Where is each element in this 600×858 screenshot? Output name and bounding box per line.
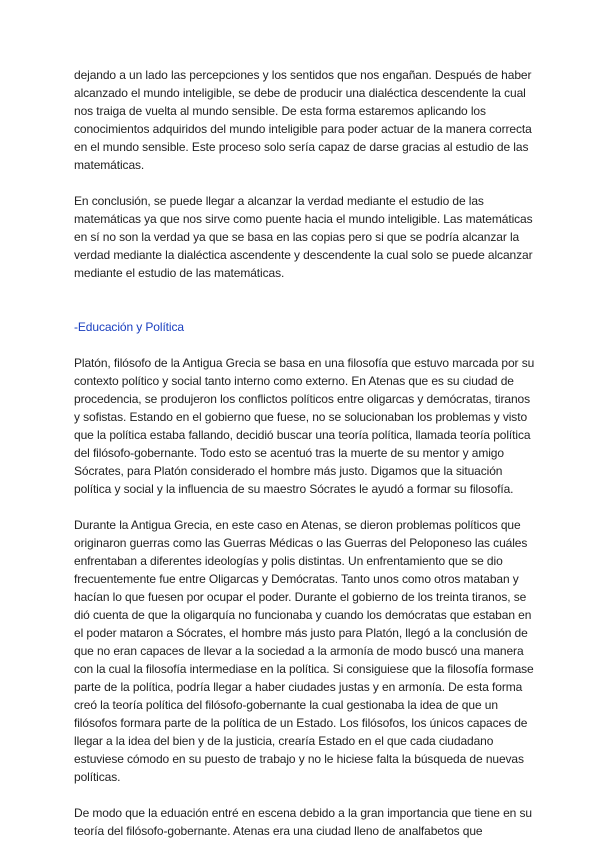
paragraph-dialectica: dejando a un lado las percepciones y los sentidos que nos engañan. Después de haber alcanzado el mundo inteligible, se debe de producir una dialéctica descendente la cual nos traiga de vuelta al mundo sensible. De esta forma estaremos aplicando los conocimientos adquiridos del mundo inteligible para poder actuar de la manera correcta en el mundo sensible. Este proceso solo sería capaz de darse gracias al estudio de las matemáticas. (74, 68, 532, 172)
paragraph-educacion: De modo que la eduación entré en escena debido a la gran importancia que tiene en su teoría del filósofo-gobernante. Atenas era una ciudad lleno de analfabetos que (74, 806, 532, 838)
paragraph-platon-contexto: Platón, filósofo de la Antigua Grecia se basa en una filosofía que estuvo marcada por su contexto político y social tanto interno como externo. En Atenas que es su ciudad de procedencia, se produjeron los conflictos políticos entre oligarcas y demócratas, tiranos y sofistas. Estando en el gobierno que fuese, no se solucionaban los problemas y visto que la política estaba fallando, decidió buscar una teoría política, llamada teoría política del filósofo-gobernante. Todo esto se acentuó tras la muerte de su mentor y amigo Sócrates, para Platón considerado el hombre más justo. Digamos que la situación política y social y la influencia de su maestro Sócrates le ayudó a formar su filosofía. (74, 356, 535, 496)
paragraph-conclusion: En conclusión, se puede llegar a alcanzar la verdad mediante el estudio de las matemáticas ya que nos sirve como puente hacia el mundo inteligible. Las matemáticas en sí no son la verdad ya que se basa en las copias pero si que se podría alcanzar la verdad mediante la dialéctica ascendente y descendente la cual solo se puede alcanzar mediante el estudio de las matemáticas. (74, 194, 533, 280)
document-page (74, 66, 536, 858)
section-heading: -Educación y Política (74, 320, 184, 334)
paragraph-antigua-grecia: Durante la Antigua Grecia, en este caso en Atenas, se dieron problemas políticos que originaron guerras como las Guerras Médicas o las Guerras del Peloponeso las cuáles enfrentaban a diferentes ideologías y polis distintas. Un enfrentamiento que se dio frecuentemente fue entre Oligarcas y Demócratas. Tanto unos como otros mataban y hacían lo que fuesen por ocupar el poder. Durante el gobierno de los treinta tiranos, se dió cuenta de que la oligarquía no funcionaba y cuando los demócratas que estaban en el poder mataron a Sócrates, el hombre más justo para Platón, llegó a la conclusión de que no eran capaces de llevar a la sociedad a la armonía de modo buscó una manera con la cual la filosofía intermediase en la política. Si consiguiese que la filosofía formase parte de la política, podría llegar a haber ciudades justas y en armonía. De esta forma creó la teoría política del filósofo-gobernante la cual gestionaba la idea de que un filósofos formara parte de la política de un Estado. Los filósofos, los únicos capaces de llegar a la idea del bien y de la justicia, crearía Estado en el que cada ciudadano estuviese cómodo en su puesto de trabajo y no le hiciese falta la búsqueda de nuevas políticas. (74, 518, 534, 784)
